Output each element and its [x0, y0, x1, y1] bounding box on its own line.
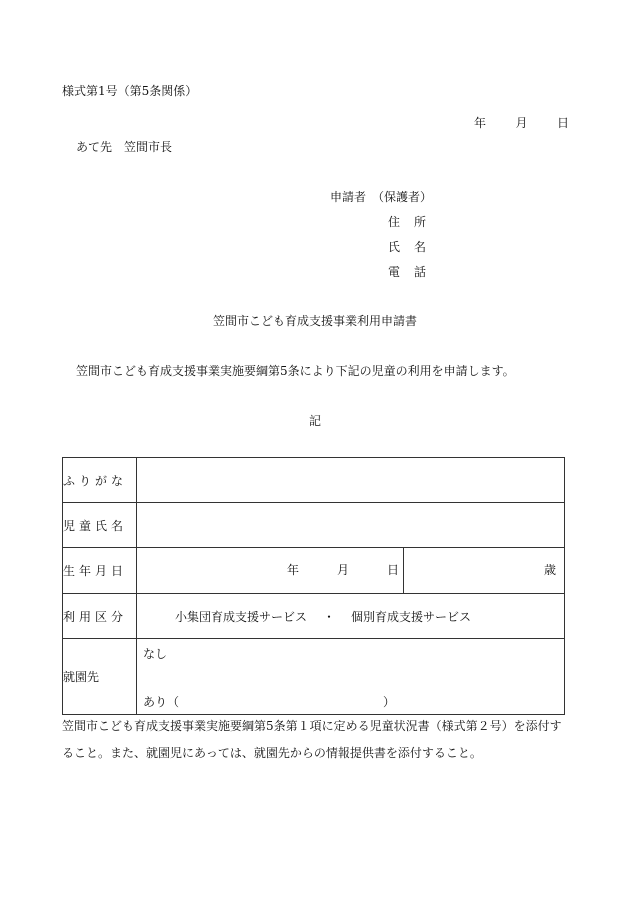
attachment-note: 笠間市こども育成支援事業実施要綱第5条第１項に定める児童状況書（様式第２号）を添付すること。また、就園児にあっては、就園先からの情報提供書を添付すること。: [62, 719, 562, 760]
applicant-name-char2: 名: [413, 240, 426, 254]
school-name-close-paren: ）: [383, 695, 396, 709]
table-row-school: [63, 639, 565, 715]
age-field[interactable]: [404, 548, 564, 593]
furigana-label: ふりがな: [63, 458, 137, 503]
applicant-title: 申請者 （保護者）: [330, 190, 433, 204]
usage-option-individual[interactable]: 個別育成支援サービス: [351, 609, 472, 624]
furigana-field[interactable]: [137, 458, 565, 503]
usage-option-group[interactable]: 小集団育成支援サービス: [175, 609, 308, 624]
birthdate-label: 生年月日: [63, 548, 137, 594]
birth-year: 年: [287, 563, 300, 577]
table-row-birthdate: [63, 548, 565, 594]
table-row-furigana: [63, 458, 565, 503]
usage-label: 利用区分: [63, 594, 137, 639]
birth-month: 月: [337, 563, 350, 577]
submission-date: [474, 116, 569, 130]
applicant-address-label: [388, 215, 426, 229]
applicant-name-label: [388, 240, 426, 254]
document-title: 笠間市こども育成支援事業利用申請書: [212, 314, 417, 328]
child-name-field[interactable]: [137, 503, 565, 548]
birthdate-field[interactable]: [137, 548, 404, 593]
date-month: 月: [515, 116, 528, 130]
date-year: 年: [474, 116, 487, 130]
application-table: [62, 457, 565, 715]
addressee: あて先 笠間市長: [76, 140, 173, 154]
applicant-phone-char2: 話: [413, 265, 426, 279]
school-cell: [137, 639, 565, 715]
school-yes-option[interactable]: あり（: [143, 695, 180, 709]
application-statement: 笠間市こども育成支援事業実施要綱第5条により下記の児童の利用を申請します。: [76, 364, 515, 378]
school-label: 就園先: [63, 639, 137, 715]
table-row-usage: [63, 594, 565, 639]
age-unit: 歳: [543, 563, 556, 577]
usage-cell: [137, 594, 565, 639]
school-none-option[interactable]: なし: [143, 647, 168, 661]
applicant-phone-char1: 電: [388, 265, 401, 279]
ki-heading: 記: [308, 414, 321, 428]
date-day: 日: [556, 116, 569, 130]
applicant-address-char1: 住: [388, 215, 401, 229]
applicant-address-char2: 所: [413, 215, 426, 229]
usage-separator: ・: [323, 609, 336, 624]
table-row-child-name: [63, 503, 565, 548]
birthdate-cell: [137, 548, 565, 594]
child-name-label: 児童氏名: [63, 503, 137, 548]
birth-day: 日: [387, 563, 400, 577]
applicant-phone-label: [388, 265, 426, 279]
applicant-name-char1: 氏: [388, 240, 401, 254]
form-number: 様式第1号（第5条関係）: [62, 84, 198, 98]
